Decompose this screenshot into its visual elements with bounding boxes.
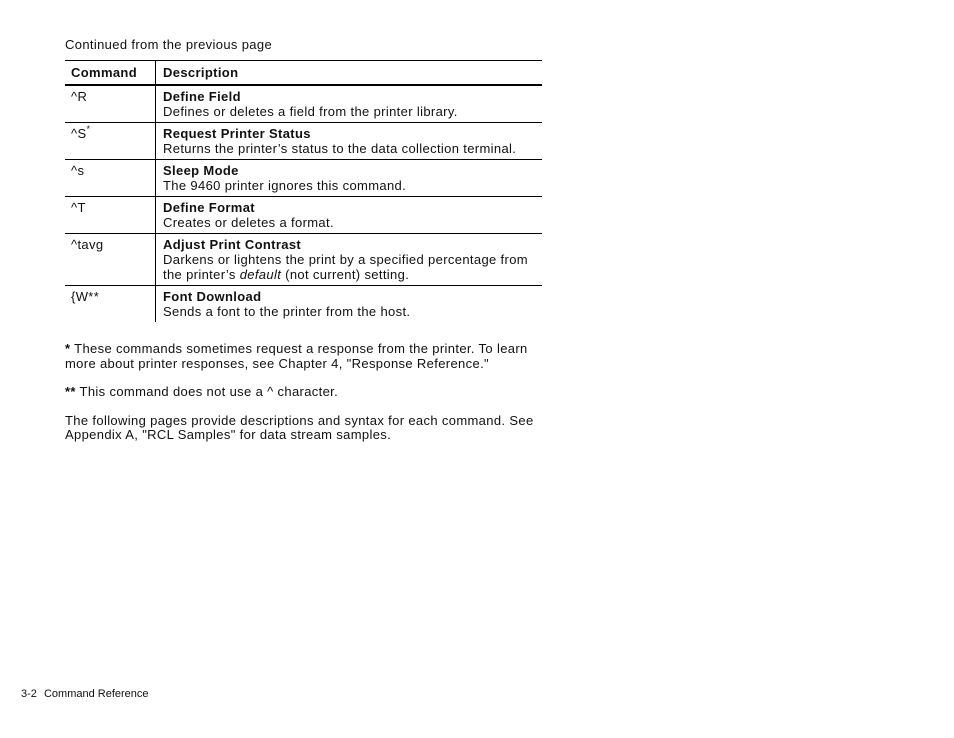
command-cell: ^T <box>65 197 156 234</box>
command-cell <box>65 123 156 160</box>
table-row <box>65 123 542 160</box>
command-description: Creates or deletes a format. <box>163 215 334 230</box>
command-description: Defines or deletes a field from the printer library. <box>163 104 458 119</box>
command-description <box>163 252 536 282</box>
table-row <box>65 160 542 197</box>
description-emphasis: default <box>239 267 282 282</box>
command-cell: ^tavg <box>65 234 156 286</box>
page-number: 3-2 <box>21 688 37 700</box>
command-description: The 9460 printer ignores this command. <box>163 178 407 193</box>
table-row <box>65 85 542 123</box>
command-description: Returns the printer’s status to the data collection terminal. <box>163 141 517 156</box>
command-table <box>65 60 542 322</box>
footnote-mark: * <box>65 341 71 356</box>
description-cell <box>156 85 543 123</box>
table-row <box>65 197 542 234</box>
table-header-row <box>65 61 542 86</box>
command-cell: ^s <box>65 160 156 197</box>
description-cell <box>156 286 543 323</box>
continued-note: Continued from the previous page <box>65 37 273 52</box>
command-title: Define Format <box>163 200 255 215</box>
description-cell <box>156 160 543 197</box>
command-cell: {W** <box>65 286 156 323</box>
command-code: ^S <box>71 126 87 141</box>
description-cell <box>156 234 543 286</box>
description-cell <box>156 123 543 160</box>
section-name: Command Reference <box>43 688 149 700</box>
table-row <box>65 286 542 323</box>
footnotes <box>65 342 545 457</box>
closing-paragraph: The following pages provide descriptions and syntax for each command. See Appendix A, "RCL Samples" for data stream samples. <box>65 412 534 443</box>
footnote-text: This command does not use a ^ character. <box>75 384 339 400</box>
footnote-marker: * <box>86 124 91 134</box>
footnote-single-asterisk <box>65 342 545 371</box>
column-header-command: Command <box>65 61 156 86</box>
command-title: Adjust Print Contrast <box>163 237 302 252</box>
command-title: Font Download <box>163 289 262 304</box>
footnote-mark: ** <box>65 384 76 400</box>
command-description: Sends a font to the printer from the host. <box>163 304 411 319</box>
table-row <box>65 234 542 286</box>
description-cell <box>156 197 543 234</box>
command-title: Define Field <box>163 89 241 104</box>
column-header-description: Description <box>156 61 543 86</box>
description-part: Darkens or lightens the print by a specified percentage from the printer’s <box>163 252 528 282</box>
footnote-double-asterisk <box>65 385 545 400</box>
command-cell: ^R <box>65 85 156 123</box>
page-footer <box>21 688 149 700</box>
footnote-text: These commands sometimes request a response from the printer. To learn more about printer responses, see Chapter 4, "Response Reference." <box>65 341 528 371</box>
command-title: Sleep Mode <box>163 163 239 178</box>
command-title: Request Printer Status <box>163 126 311 141</box>
description-part: (not current) setting. <box>281 267 410 282</box>
